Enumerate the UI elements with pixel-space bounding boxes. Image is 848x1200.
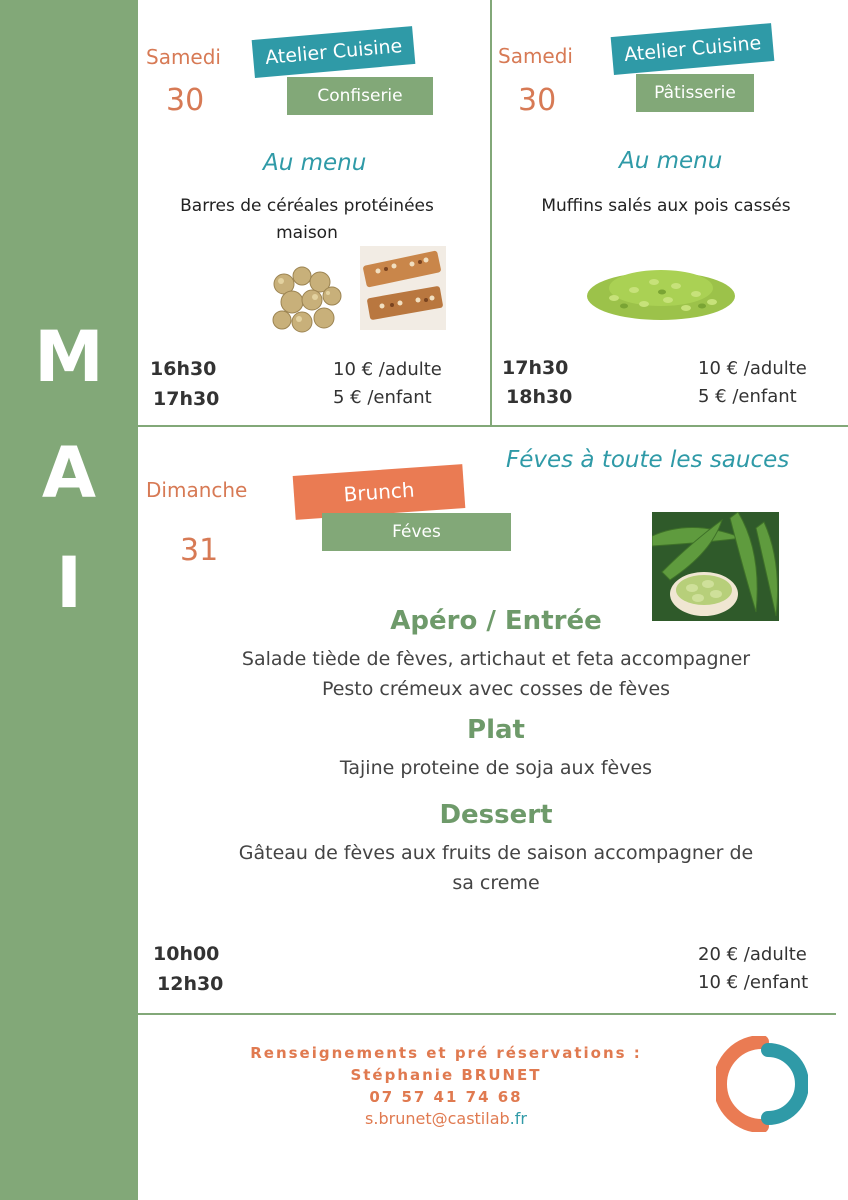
month-letter: A bbox=[41, 432, 97, 514]
month-letter: M bbox=[34, 316, 104, 398]
event-badge: Brunch bbox=[293, 464, 466, 520]
end-time: 12h30 bbox=[157, 973, 224, 995]
column-divider bbox=[490, 0, 492, 425]
event-date: 30 bbox=[166, 83, 205, 118]
menu-title: Au menu bbox=[263, 150, 367, 176]
price-child: 5 € /enfant bbox=[698, 386, 797, 407]
brunch-theme: Féves à toute les sauces bbox=[506, 447, 790, 473]
menu-section-main bbox=[200, 715, 792, 783]
menu-section-dessert bbox=[200, 800, 792, 898]
event-day: Samedi bbox=[498, 44, 573, 68]
event-day: Samedi bbox=[146, 45, 221, 69]
event-badge: Atelier Cuisine bbox=[611, 23, 775, 75]
price-adult: 10 € /adulte bbox=[333, 359, 442, 380]
contact-name: Stéphanie BRUNET bbox=[350, 1066, 542, 1084]
fava-beans-image bbox=[652, 512, 779, 621]
event-category: Confiserie bbox=[287, 77, 433, 115]
section-title: Apéro / Entrée bbox=[390, 606, 602, 636]
event-date: 30 bbox=[518, 83, 557, 118]
event-badge: Atelier Cuisine bbox=[252, 26, 416, 78]
event-category: Pâtisserie bbox=[636, 74, 754, 112]
menu-title: Au menu bbox=[619, 148, 723, 174]
castilab-logo bbox=[716, 1036, 808, 1132]
section-title: Dessert bbox=[439, 800, 553, 830]
menu-line: maison bbox=[276, 223, 338, 243]
protein-bites-image bbox=[268, 262, 346, 340]
end-time: 17h30 bbox=[153, 388, 220, 410]
event-day: Dimanche bbox=[146, 478, 248, 502]
menu-section-starter bbox=[200, 606, 792, 704]
section-line: Gâteau de fèves aux fruits de saison accompagner de bbox=[238, 842, 754, 864]
start-time: 16h30 bbox=[150, 358, 217, 380]
end-time: 18h30 bbox=[506, 386, 573, 408]
email-user: s.brunet@castilab bbox=[365, 1109, 510, 1128]
contact-heading: Renseignements et pré réservations : bbox=[250, 1044, 642, 1062]
section-line: Pesto crémeux avec cosses de fèves bbox=[321, 678, 671, 700]
email-tld: .fr bbox=[509, 1109, 527, 1128]
footer-divider bbox=[138, 1013, 836, 1015]
price-child: 10 € /enfant bbox=[698, 972, 809, 993]
menu-description bbox=[506, 193, 826, 220]
section-line: sa creme bbox=[452, 872, 540, 894]
section-divider bbox=[138, 425, 848, 427]
price-adult: 20 € /adulte bbox=[698, 944, 807, 965]
section-title: Plat bbox=[467, 715, 525, 745]
contact-email[interactable] bbox=[200, 1108, 692, 1130]
menu-description bbox=[150, 193, 464, 247]
sidebar bbox=[0, 0, 138, 1200]
section-line: Tajine proteine de soja aux fèves bbox=[339, 757, 653, 779]
start-time: 17h30 bbox=[502, 357, 569, 379]
menu-line: Barres de céréales protéinées bbox=[180, 196, 434, 216]
price-adult: 10 € /adulte bbox=[698, 358, 807, 379]
month-letter: I bbox=[55, 542, 83, 624]
contact-phone[interactable]: 07 57 41 74 68 bbox=[369, 1088, 523, 1106]
start-time: 10h00 bbox=[153, 943, 220, 965]
event-date: 31 bbox=[180, 533, 219, 568]
contact-block bbox=[200, 1042, 692, 1130]
section-line: Salade tiède de fèves, artichaut et feta accompagner bbox=[241, 648, 751, 670]
menu-line: Muffins salés aux pois cassés bbox=[541, 196, 791, 216]
split-peas-image bbox=[584, 260, 738, 326]
price-child: 5 € /enfant bbox=[333, 387, 432, 408]
cereal-bars-image bbox=[360, 246, 446, 330]
event-category: Féves bbox=[322, 513, 511, 551]
